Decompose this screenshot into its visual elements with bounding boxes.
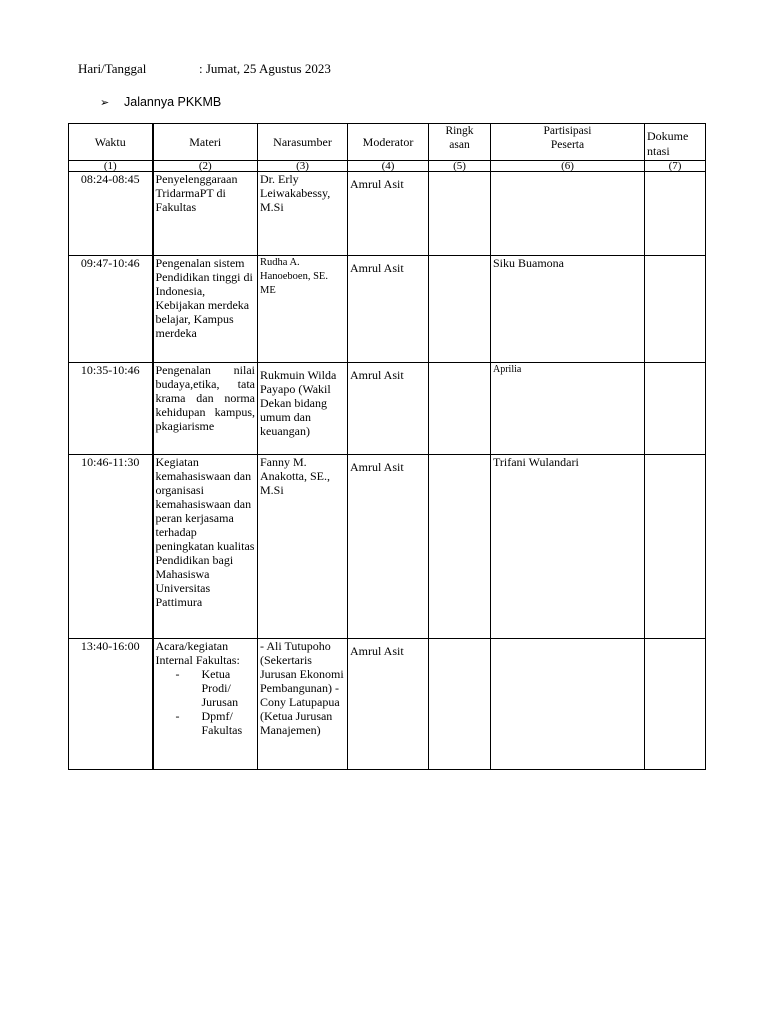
cell-moderator: Amrul Asit xyxy=(348,639,429,770)
date-line xyxy=(78,61,331,77)
date-label: Hari/Tanggal xyxy=(78,61,147,76)
list-item xyxy=(156,667,256,709)
cell-moderator: Amrul Asit xyxy=(348,172,429,256)
table-header-row xyxy=(69,124,706,161)
cell-narasumber: Rudha A. Hanoeboen, SE. ME xyxy=(258,256,348,363)
cell-narasumber: Dr. Erly Leiwakabessy, M.Si xyxy=(258,172,348,256)
cell-dokumentasi xyxy=(645,363,706,455)
dash-bullet-icon: - xyxy=(175,709,180,723)
cell-dokumentasi xyxy=(645,256,706,363)
list-item-label: Dpmf/ Fakultas xyxy=(201,709,243,737)
column-header-partisipasi: Partisipasi Peserta xyxy=(491,124,645,161)
column-header-narasumber: Narasumber xyxy=(258,124,348,161)
cell-narasumber: Rukmuin Wilda Payapo (Wakil Dekan bidang umum dan keuangan) xyxy=(258,363,348,455)
cell-materi: Pengenalan nilai budaya,etika, tata krama dan norma kehidupan kampus, pkagiarisme xyxy=(153,363,258,455)
cell-ringkasan xyxy=(429,363,491,455)
cell-partisipasi xyxy=(491,639,645,770)
cell-ringkasan xyxy=(429,455,491,639)
schedule-table xyxy=(68,123,706,770)
list-item xyxy=(156,709,256,737)
cell-dokumentasi xyxy=(645,172,706,256)
cell-moderator: Amrul Asit xyxy=(348,363,429,455)
section-heading xyxy=(100,95,221,109)
dash-bullet-icon: - xyxy=(175,667,180,681)
cell-waktu: 13:40-16:00 xyxy=(69,639,153,770)
arrow-bullet-icon: ➢ xyxy=(100,97,110,109)
materi-intro: Acara/kegiatan Internal Fakultas: xyxy=(155,639,240,667)
column-number: (7) xyxy=(645,161,706,172)
column-number: (3) xyxy=(258,161,348,172)
cell-moderator: Amrul Asit xyxy=(348,256,429,363)
column-header-materi: Materi xyxy=(153,124,258,161)
table-row xyxy=(69,455,706,639)
column-number: (2) xyxy=(153,161,258,172)
cell-materi: Pengenalan sistem Pendidikan tinggi di Indonesia, Kebijakan merdeka belajar, Kampus merdeka xyxy=(153,256,258,363)
section-title: Jalannya PKKMB xyxy=(124,95,222,109)
cell-materi: Penyelenggaraan TridarmaPT di Fakultas xyxy=(153,172,258,256)
column-header-waktu: Waktu xyxy=(69,124,153,161)
cell-partisipasi xyxy=(491,172,645,256)
column-header-moderator: Moderator xyxy=(348,124,429,161)
cell-partisipasi: Siku Buamona xyxy=(491,256,645,363)
cell-partisipasi: Aprilia xyxy=(491,363,645,455)
cell-narasumber: Fanny M. Anakotta, SE., M.Si xyxy=(258,455,348,639)
cell-waktu: 10:35-10:46 xyxy=(69,363,153,455)
table-row xyxy=(69,172,706,256)
column-number-row xyxy=(69,161,706,172)
column-header-dokumentasi: Dokume ntasi xyxy=(645,124,706,161)
date-value: : Jumat, 25 Agustus 2023 xyxy=(199,61,331,76)
cell-dokumentasi xyxy=(645,639,706,770)
cell-ringkasan xyxy=(429,172,491,256)
column-number: (6) xyxy=(491,161,645,172)
cell-ringkasan xyxy=(429,256,491,363)
column-number: (5) xyxy=(429,161,491,172)
table-row xyxy=(69,256,706,363)
table-row xyxy=(69,363,706,455)
materi-sub-list xyxy=(156,667,256,737)
cell-materi: Kegiatan kemahasiswaan dan organisasi kemahasiswaan dan peran kerjasama terhadap peningkatan kualitas Pendidikan bagi Mahasiswa Universitas Pattimura xyxy=(153,455,258,639)
cell-dokumentasi xyxy=(645,455,706,639)
cell-waktu: 08:24-08:45 xyxy=(69,172,153,256)
list-item-label: Ketua Prodi/ Jurusan xyxy=(201,667,239,709)
cell-moderator: Amrul Asit xyxy=(348,455,429,639)
cell-partisipasi: Trifani Wulandari xyxy=(491,455,645,639)
column-number: (1) xyxy=(69,161,153,172)
column-number: (4) xyxy=(348,161,429,172)
cell-waktu: 09:47-10:46 xyxy=(69,256,153,363)
cell-materi xyxy=(153,639,258,770)
column-header-ringkasan: Ringk asan xyxy=(429,124,491,161)
cell-ringkasan xyxy=(429,639,491,770)
cell-narasumber: - Ali Tutupoho (Sekertaris Jurusan Ekonomi Pembangunan) - Cony Latupapua (Ketua Jurusan Manajemen) xyxy=(258,639,348,770)
cell-waktu: 10:46-11:30 xyxy=(69,455,153,639)
table-row xyxy=(69,639,706,770)
